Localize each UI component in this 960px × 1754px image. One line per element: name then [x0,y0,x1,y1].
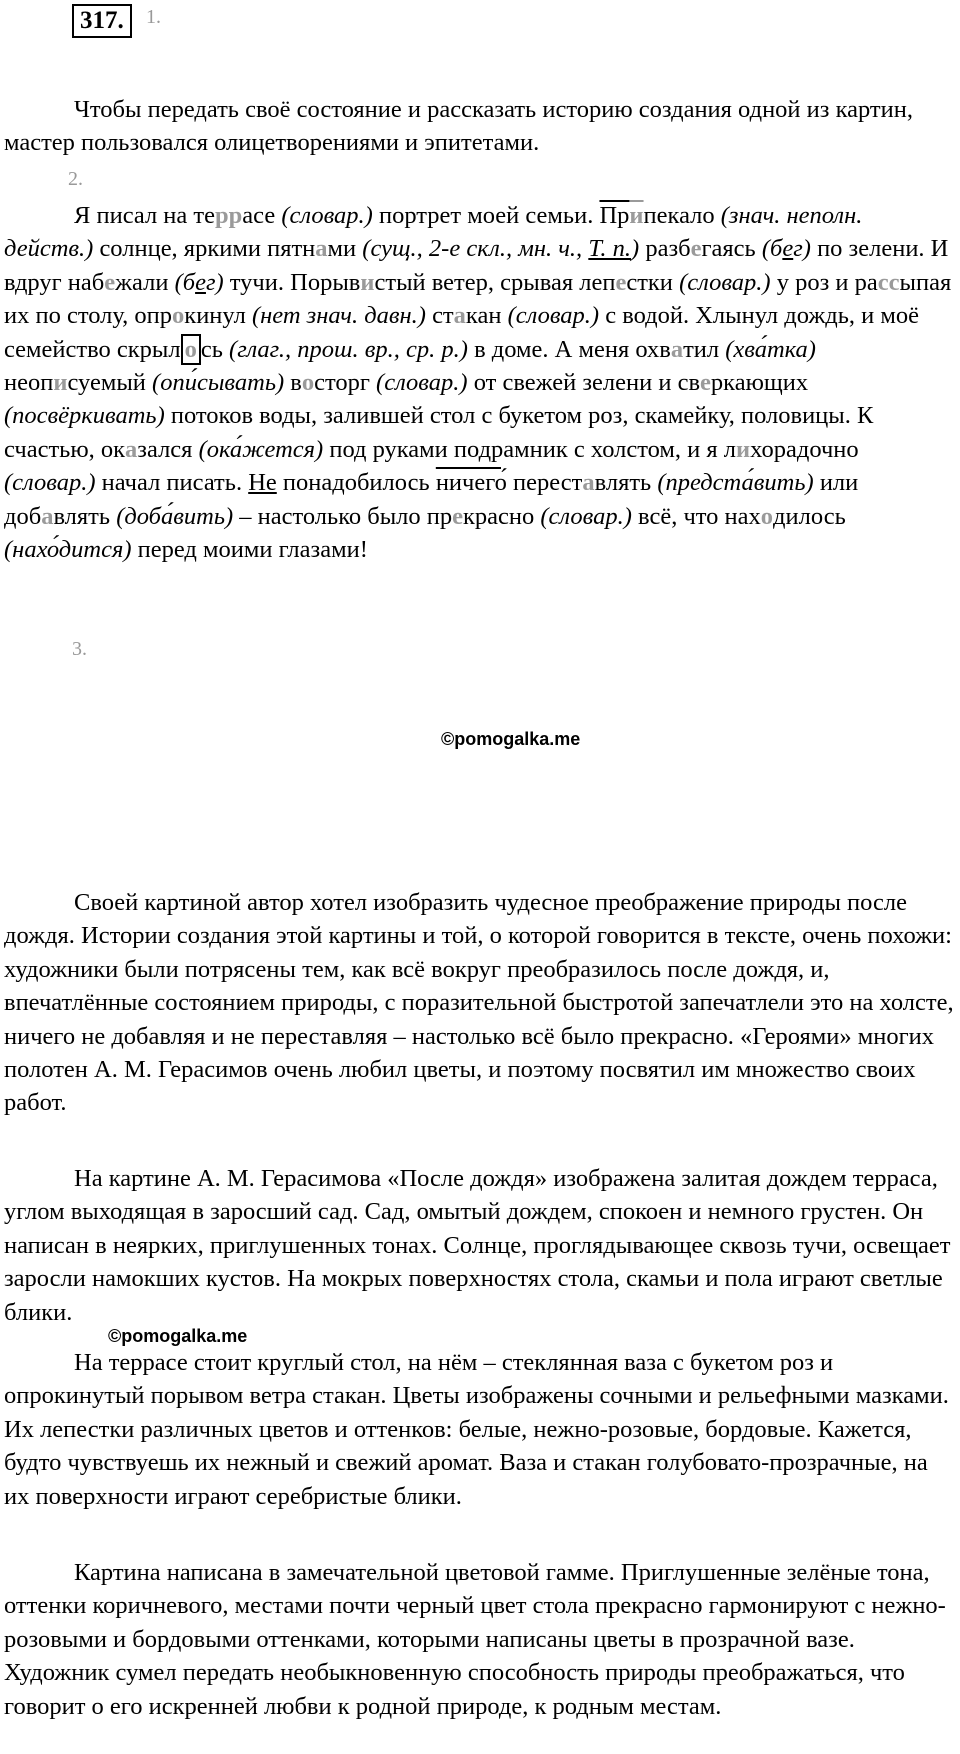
highlighted-letter: о [172,302,185,330]
highlighted-letter: а [582,469,595,497]
text-run: от свежей зелени и св [467,369,701,397]
grammar-note: (б [761,235,783,263]
text-run: Порыв [290,268,361,296]
text-run: кинул [184,302,252,330]
text-run: жали [115,268,175,296]
underlined-particle: Не [248,469,277,497]
text-run: ыпая их по столу, опр [4,268,952,330]
grammar-note-underlined: е [195,268,206,296]
text-run: всё, что нах [631,502,761,530]
text-run: солнце, яркими пятн [93,235,316,263]
highlighted-letter: е [700,369,711,397]
grammar-note: (глаг., прош. вр., ср. р.) [229,335,468,363]
grammar-note: (б [174,268,196,296]
highlighted-letter: е [452,502,463,530]
text-run: Я писал на те [74,202,215,229]
grammar-note: (нахо́дится) [4,536,132,564]
prefix-mark: ничего́ [435,469,507,497]
text-run: у роз и ра [770,268,878,296]
text-run: суемый [67,369,153,397]
grammar-note: г) [793,235,811,263]
text-run: ми [327,235,363,263]
text-run: кан [465,302,508,330]
text-run: влять [594,469,658,497]
text-run: хорадочно [750,435,859,463]
highlighted-letter: и [360,268,375,296]
text-run: начал писать. [95,469,249,497]
text-run: портрет моей семьи. [372,202,600,229]
text-run: стый ветер, срывая леп [374,268,616,296]
text-run: зался [137,435,199,463]
text-run: стки [626,268,680,296]
text-run: тил [683,335,726,363]
text-run: перед моими глазами! [131,536,368,564]
grammar-note: (словар.) [281,202,373,229]
text-run: под руками подрамник с холстом, и я л [323,435,737,463]
text-run: сторг [314,369,377,397]
text-run: с водой. Хлынул дождь, и моё семейство скрыл [4,302,920,363]
text-run: – настолько было пр [233,502,453,530]
grammar-note-underlined: Т. п. [588,235,632,263]
text-run: ст [425,302,454,330]
text-run: гаясь [701,235,762,263]
section-marker-3: 3. [72,638,87,660]
grammar-note: (знач. неполн. действ.) [4,202,863,263]
text-run: понадобилось [276,469,436,497]
highlighted-letter: а [41,502,54,530]
grammar-note: (словар.) [540,502,632,530]
text-run: асе [242,202,282,229]
grammar-note: (ока́жется) [198,435,324,463]
highlighted-letters: рр [215,202,243,229]
grammar-note: (опи́сывать) [152,369,285,397]
grammar-note: (словар.) [679,268,771,296]
highlighted-letter: и [736,435,751,463]
text-run: в [284,369,302,397]
text-run: по зелени. И вдруг [4,235,949,296]
watermark: ©pomogalka.me [108,1326,248,1346]
highlighted-letter: и [53,369,68,397]
text-run: влять [53,502,117,530]
text-run: в доме. А меня охв [467,335,671,363]
section3-paragraph-2: На картине А. М. Герасимова «После дождя» изображена залитая дождем терраса, углом выходящая в заросший сад. Сад, омытый дождем, спокоен и немного грустен. Он написан в неярких, приглушенных тонах. Солнце, проглядывающее сквозь тучи, освещает заросли намокших кустов. На мокрых поверхностях стола, скамьи и пола играют светлые блики. [4,1165,951,1326]
grammar-note: ) [631,235,640,263]
grammar-note: г) [205,268,224,296]
highlighted-letter: а [453,302,466,330]
text-run: или доб [4,469,859,530]
boxed-ending-letter: о [181,334,201,365]
text-run: потоков воды, залившей стол с букетом роз, скамейку, половицы. К счастью, ок [4,402,874,463]
grammar-note: (посвёркивать) [4,402,165,430]
watermark: ©pomogalka.me [441,729,581,749]
section-marker-2: 2. [68,168,83,190]
text-run: разб [639,235,691,263]
section-marker-1: 1. [146,6,161,28]
grammar-note: (нет знач. давн.) [251,302,426,330]
text-run: красно [463,502,541,530]
text-run: пекало [643,202,721,229]
text-run: тучи. [223,268,291,296]
prefix-mark: Пр [599,202,630,229]
grammar-note: (предста́вить) [657,469,814,497]
highlighted-letters: сс [877,268,900,296]
highlighted-letter: о [760,502,774,530]
highlighted-letter: о [301,369,315,397]
highlighted-letter: а [315,235,328,263]
text-run: перест [506,469,583,497]
section2-paragraph [4,199,954,566]
text-run: наб [67,268,105,296]
text-run: дилось [773,502,846,530]
grammar-note: (сущ., 2-е скл., мн. ч., [362,235,589,263]
grammar-note: (доба́вить) [116,502,234,530]
text-run: сь [200,335,230,363]
text-run: ркающих [710,369,809,397]
grammar-note-underlined: е [782,235,794,263]
highlighted-letter: е [690,235,702,263]
grammar-note: (словар.) [376,369,468,397]
highlighted-letter: а [125,435,138,463]
text-run: неоп [4,369,54,397]
grammar-note: (хва́тка) [725,335,816,363]
highlighted-letter: е [104,268,116,296]
section3-paragraph-1: Своей картиной автор хотел изобразить чудесное преображение природы после дождя. Истории создания этой картины и той, о которой говорится в тексте, очень похожи: художники были потрясены тем, как всё вокруг преобразилось после дождя, и, впечатлённые состоянием природы, с поразительной быстротой запечатлели это на холсте, ничего не добавляя и не переставляя – настолько всё было прекрасно. «Героями» многих полотен А. М. Герасимов очень любил цветы, и поэтому посвятил им множество своих работ. [4,889,954,1117]
highlighted-letter: е [615,268,627,296]
grammar-note: (словар.) [507,302,600,330]
highlighted-letter: и [629,202,644,229]
grammar-note: (словар.) [4,469,96,497]
section3-paragraph-4: Картина написана в замечательной цветовой гамме. Приглушенные зелёные тона, оттенки коричневого, местами почти черный цвет стола прекрасно гармонируют с нежно-розовыми и бордовыми оттенками, которыми написаны цветы в прозрачной вазе. Художник сумел передать необыкновенную способность природы преображаться, что говорит о его искренней любви к родной природе, к родным местам. [4,1559,946,1720]
exercise-number: 317. [72,4,132,38]
section1-paragraph: Чтобы передать своё состояние и рассказать историю создания одной из картин, мастер пользовался олицетворениями и эпитетами. [4,96,913,157]
highlighted-letter: а [670,335,684,363]
section3-paragraph-3: На террасе стоит круглый стол, на нём – стеклянная ваза с букетом роз и опрокинутый порывом ветра стакан. Цветы изображены сочными и рельефными мазками. Их лепестки различных цветов и оттенков: белые, нежно-розовые, бордовые. Кажется, будто чувствуешь их нежный и свежий аромат. Ваза и стакан голубовато-прозрачные, на их поверхности играют серебристые блики. [4,1349,949,1510]
